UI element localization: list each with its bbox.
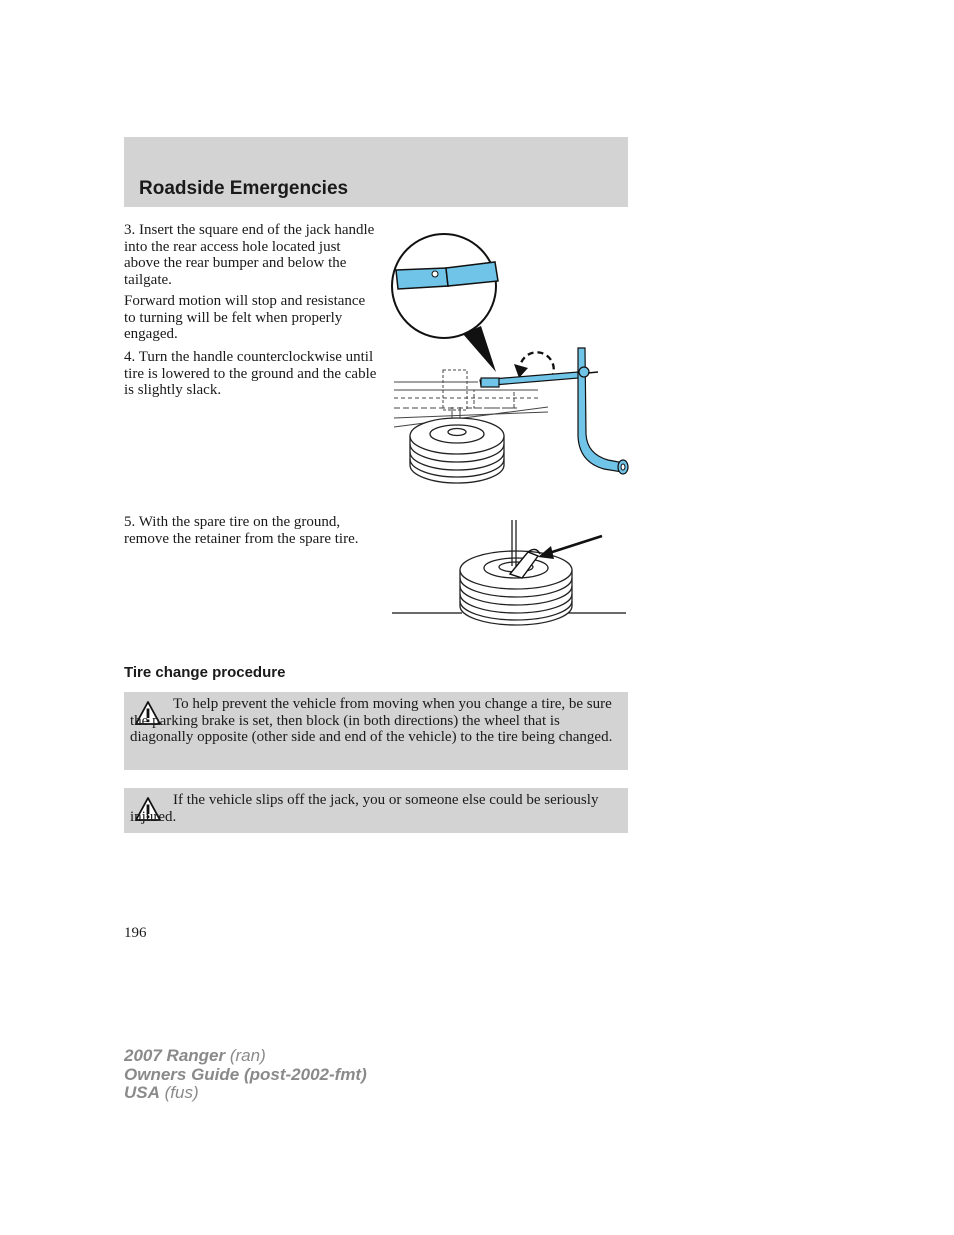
footer-market: USA: [124, 1083, 160, 1102]
warning-text-jack-slip: If the vehicle slips off the jack, you or someone else could be seriously injured.: [130, 792, 599, 825]
step-3-text: 3. Insert the square end of the jack handle into the rear access hole located just above the rear bumper and below the tailgate.: [124, 222, 375, 288]
step-5-text: 5. With the spare tire on the ground, remove the retainer from the spare tire.: [124, 514, 359, 547]
jack-handle-illustration: [388, 222, 632, 484]
footer-line-model: [124, 1047, 367, 1066]
section-title: Roadside Emergencies: [139, 178, 349, 199]
spare-tire-retainer-illustration: [388, 518, 632, 630]
footer-model-code: (ran): [229, 1046, 266, 1065]
footer-market-code: (fus): [164, 1083, 199, 1102]
footer-model-name: 2007 Ranger: [124, 1046, 226, 1065]
footer-line-market: [124, 1084, 367, 1103]
footer-guide-name: Owners Guide (post-2002-fmt): [124, 1064, 367, 1084]
page-number: 196: [124, 925, 147, 941]
step-4-text: 4. Turn the handle counterclockwise until tire is lowered to the ground and the cable is slightly slack.: [124, 349, 377, 398]
footer-line-guide: [124, 1066, 367, 1085]
warning-text-parking-brake: To help prevent the vehicle from moving when you change a tire, be sure the parking brake is set, then block (in both directions) the wheel that is diagonally opposite (other side and end of the vehicle) to the tire being changed.: [130, 696, 613, 745]
forward-motion-text: Forward motion will stop and resistance to turning will be felt when properly engaged.: [124, 293, 366, 342]
tire-change-subheading: Tire change procedure: [124, 664, 286, 681]
warning-box-jack-slip: [124, 788, 628, 833]
warning-box-parking-brake: [124, 692, 628, 770]
document-footer: [124, 1047, 367, 1103]
